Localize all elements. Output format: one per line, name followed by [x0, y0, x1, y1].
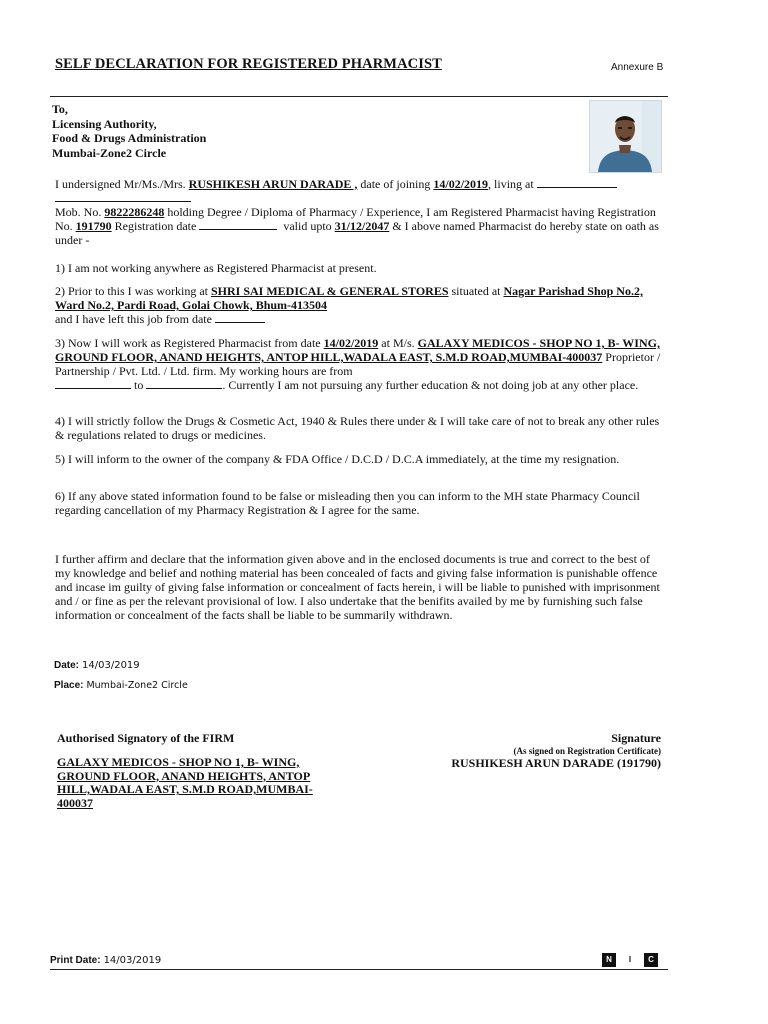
print-date-row: [50, 952, 161, 968]
mobile-number: 9822286248: [104, 205, 165, 219]
current-firm-name: GALAXY MEDICOS - SHOP NO 1, B- WING, GROUND FLOOR, ANAND HEIGHTS, ANTOP HILL,WADALA EAST, S.M.D ROAD,MUMBAI-400037: [55, 336, 660, 364]
nic-logo-c: C: [644, 953, 658, 967]
pharmacist-name: RUSHIKESH ARUN DARADE ,: [188, 177, 358, 191]
firm-line-2: GROUND FLOOR, ANAND HEIGHTS, ANTOP: [57, 768, 311, 783]
print-date-value: 14/03/2019: [103, 955, 162, 966]
new-joining-date: 14/02/2019: [323, 336, 379, 350]
address-blank-2: [55, 191, 191, 202]
point-3-text-a: 3) Now I will work as Registered Pharmacist from date: [55, 336, 321, 350]
person-photo-icon: [590, 101, 661, 172]
date-label: Date:: [54, 660, 80, 671]
intro-text-2: date of joining: [360, 177, 431, 191]
point-2-text-b: situated at: [451, 284, 501, 298]
registration-date-blank: [199, 219, 277, 230]
signatory-name: RUSHIKESH ARUN DARADE (191790): [451, 756, 661, 770]
point-2-text-c: and I have left this job from date: [55, 312, 212, 326]
intro-text-8: & I above named Pharmacist do hereby state on oath as under -: [55, 219, 659, 247]
page-title: SELF DECLARATION FOR REGISTERED PHARMACIST: [55, 56, 442, 72]
hours-from-blank: [55, 378, 131, 389]
address-line-3: Mumbai-Zone2 Circle: [52, 145, 167, 160]
point-3-text-d: . Currently I am not pursuing any further education & not doing job at any other place.: [222, 378, 639, 392]
hours-to-blank: [146, 378, 222, 389]
footer-divider: [50, 969, 668, 970]
firm-line-3: HILL,WADALA EAST, S.M.D ROAD,MUMBAI-: [57, 782, 313, 796]
intro-paragraph: [55, 177, 663, 205]
point-3-text-b: at M/s.: [381, 336, 415, 350]
address-block: [52, 102, 206, 160]
registration-number: 191790: [75, 219, 112, 233]
signature-note: (As signed on Registration Certificate): [513, 746, 661, 756]
print-date-label: Print Date:: [50, 955, 101, 966]
address-blank: [537, 177, 617, 188]
nic-logo-n: N: [602, 953, 616, 967]
date-value: 14/03/2019: [82, 660, 140, 671]
previous-store-address: Nagar Parishad Shop No.2, Ward No.2, Pardi Road, Golai Chowk, Bhum-413504: [55, 284, 643, 312]
point-2-text-a: 2) Prior to this I was working at: [55, 284, 208, 298]
point-4: 4) I will strictly follow the Drugs & Cosmetic Act, 1940 & Rules there under & I will take care of not to break any other rules & regulations related to drugs or medicines.: [55, 414, 660, 442]
firm-address-block: [57, 756, 313, 810]
intro-text-3: , living at: [488, 177, 534, 191]
address-to: To,: [52, 102, 68, 116]
mobile-paragraph: [55, 205, 663, 247]
point-3-to: to: [134, 378, 144, 392]
intro-text-7: valid upto: [283, 219, 332, 233]
authorised-signatory-heading: Authorised Signatory of the FIRM: [57, 731, 235, 745]
date-of-joining: 14/02/2019: [433, 177, 489, 191]
intro-text-1: I undersigned Mr/Ms./Mrs.: [55, 177, 186, 191]
place-row: [54, 677, 188, 693]
annexure-label: Annexure B: [611, 62, 664, 73]
firm-line-4: 400037: [57, 795, 93, 810]
header-divider: [50, 96, 668, 97]
previous-store-name: SHRI SAI MEDICAL & GENERAL STORES: [210, 284, 449, 298]
point-2: [55, 284, 663, 326]
intro-text-6: Registration date: [114, 219, 197, 233]
point-5: 5) I will inform to the owner of the company & FDA Office / D.C.D / D.C.A immediately, at the time my resignation.: [55, 452, 620, 466]
date-row: [54, 657, 140, 673]
pharmacist-photo: [589, 100, 662, 173]
address-line-1: Licensing Authority,: [52, 116, 157, 131]
point-1: 1) I am not working anywhere as Registered Pharmacist at present.: [55, 261, 377, 275]
left-date-blank: [215, 312, 265, 323]
intro-text-5: holding Degree / Diploma of Pharmacy / Experience, I am Registered Pharmacist having Registration No.: [55, 205, 656, 233]
address-line-2: Food & Drugs Administration: [52, 131, 207, 145]
valid-upto-date: 31/12/2047: [334, 219, 390, 233]
affirmation-paragraph: I further affirm and declare that the information given above and in the enclosed documents is true and correct to the best of my knowledge and belief and nothing material has been concealed of facts and giving false information is punishable offence and incase im guilty of giving false information or concealment of facts herein, i will be liable to punished with imprisonment and / or fine as per the relevant provisional of low. I also undertake that the benifits availed by me by furnishing such false information or concealment of the facts shall be liable to be summarily withdrawn.: [55, 552, 660, 622]
point-6: 6) If any above stated information found to be false or misleading then you can inform to the MH state Pharmacy Council regarding cancellation of my Pharmacy Registration & I agree for the same.: [55, 489, 640, 517]
intro-text-4: Mob. No.: [55, 205, 102, 219]
place-label: Place:: [54, 680, 84, 691]
firm-line-1: GALAXY MEDICOS - SHOP NO 1, B- WING,: [57, 755, 300, 769]
point-3-text-c: Proprietor / Partnership / Pvt. Ltd. / Ltd. firm. My working hours are from: [55, 350, 661, 378]
signature-heading: Signature: [611, 731, 661, 745]
point-3: [55, 336, 663, 392]
place-value: Mumbai-Zone2 Circle: [86, 680, 188, 691]
nic-logo-i: I: [623, 953, 637, 967]
